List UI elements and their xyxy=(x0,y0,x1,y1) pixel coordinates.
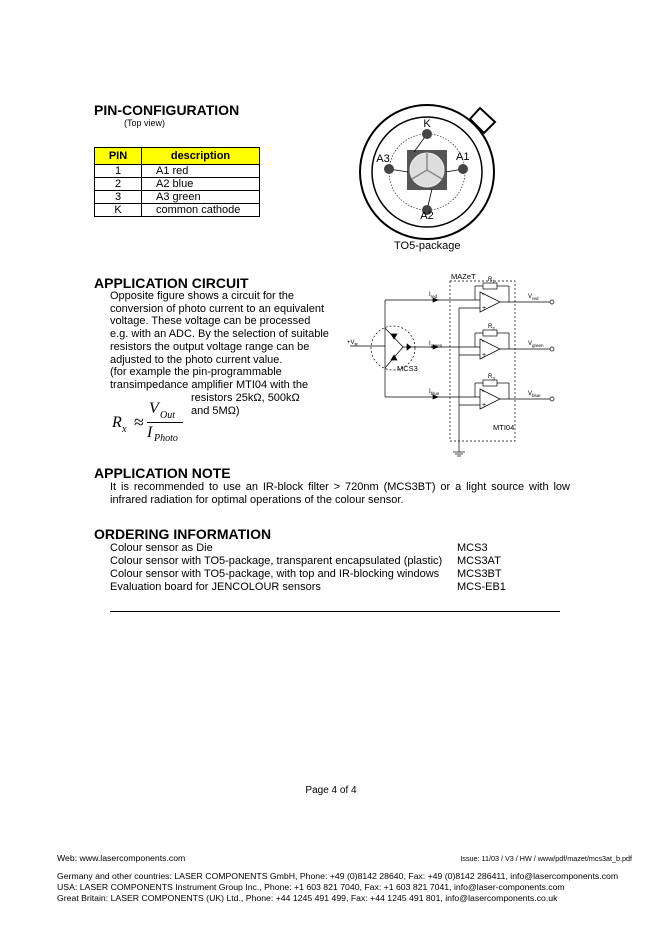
ordering-code: MCS-EB1 xyxy=(457,581,506,593)
output-label-blue xyxy=(528,391,541,398)
transimpedance-formula xyxy=(112,400,192,450)
top-view-note: (Top view) xyxy=(124,118,166,128)
r1-sub: 1 xyxy=(492,279,495,284)
formula-i: I xyxy=(147,424,153,441)
pin-label-a2: A2 xyxy=(420,210,434,222)
output-red-main: V xyxy=(528,294,533,300)
mcs3-label: MCS3 xyxy=(397,364,418,373)
r3-main: R xyxy=(488,374,493,380)
pin-label-a3: A3 xyxy=(376,153,390,165)
pin-cell: 1 xyxy=(95,165,142,178)
table-row xyxy=(95,165,260,178)
pin-cell: 3 xyxy=(95,191,142,204)
resistor-label-r1 xyxy=(488,277,495,284)
mti04-label: MTI04 xyxy=(493,423,515,432)
pin-table xyxy=(94,147,260,217)
pin-a1 xyxy=(458,164,468,174)
input-green-main: I xyxy=(429,341,431,347)
output-blue-main: V xyxy=(528,391,533,397)
output-green-main: V xyxy=(528,341,533,347)
pin-k xyxy=(422,129,432,139)
text-line: and 5MΩ) xyxy=(191,404,240,417)
formula-r: R xyxy=(112,414,122,431)
pin-a3 xyxy=(384,164,394,174)
footer-web: Web: www.lasercomponents.com xyxy=(57,853,186,863)
input-blue-sub: blue xyxy=(430,391,440,396)
application-note-title: APPLICATION NOTE xyxy=(94,465,231,481)
ordering-row xyxy=(110,581,570,594)
description-header: description xyxy=(142,148,260,165)
resistor-r2 xyxy=(483,330,497,336)
photodiode-green xyxy=(407,344,411,350)
opamp-plus-1: + xyxy=(482,305,487,312)
table-row xyxy=(95,204,260,217)
r3-sub: 3 xyxy=(492,376,495,381)
text-line: Opposite figure shows a circuit for the xyxy=(110,290,295,302)
text-line: adjusted to the photo current value. xyxy=(110,353,283,366)
ordering-desc: Colour sensor as Die xyxy=(110,542,213,554)
section-divider xyxy=(110,611,560,612)
output-red-sub: red xyxy=(532,296,539,301)
ordering-row xyxy=(110,568,570,581)
text-line: resistors 25kΩ, 500kΩ xyxy=(191,392,300,404)
application-note-text xyxy=(110,481,570,506)
application-circuit-text xyxy=(110,290,350,392)
ordering-desc: Colour sensor with TO5-package, with top and IR-blocking windows xyxy=(110,568,440,580)
note-line: infrared radiation for optimal operations of the colour sensor. xyxy=(110,493,404,506)
ordering-code: MCS3 xyxy=(457,542,488,554)
pin-table-header xyxy=(95,148,260,165)
text-line: (for example the pin-programmable xyxy=(110,366,282,379)
formula-v-sub: Out xyxy=(160,410,175,421)
resistor-values xyxy=(191,392,300,417)
desc-cell: A1 red xyxy=(142,165,260,178)
opamp-minus-2: - xyxy=(482,336,485,345)
pin-cell: 2 xyxy=(95,178,142,191)
photodiode-blue xyxy=(391,355,397,360)
pin-label-a1: A1 xyxy=(456,151,470,163)
input-red-sub: red xyxy=(430,294,438,299)
ordering-row xyxy=(110,555,570,568)
output-label-red xyxy=(528,294,539,301)
resistor-label-r3 xyxy=(488,374,495,381)
ordering-row xyxy=(110,542,570,555)
ordering-desc: Colour sensor with TO5-package, transparent encapsulated (plastic) xyxy=(110,555,443,567)
resistor-label-r2 xyxy=(488,324,495,331)
text-line: voltage. These voltage can be processed xyxy=(110,315,311,328)
input-label-red xyxy=(429,292,438,299)
page-number: Page 4 of 4 xyxy=(305,785,357,796)
input-blue-main: I xyxy=(429,389,431,395)
r2-sub: 2 xyxy=(492,326,495,331)
output-blue-sub: blue xyxy=(532,393,541,398)
pin-label-k: K xyxy=(423,118,431,130)
footer-line: Great Britain: LASER COMPONENTS (UK) Ltd., Phone: +44 1245 491 499, Fax: +44 1245 491 801, info@lasercomponents.co.uk xyxy=(57,893,558,903)
opamp-minus-3: - xyxy=(482,386,485,395)
application-circuit-title: APPLICATION CIRCUIT xyxy=(94,275,249,291)
opamp-plus-2: + xyxy=(482,352,487,359)
resistor-r1 xyxy=(483,283,497,289)
pin-header: PIN xyxy=(95,148,142,165)
pin-cell: K xyxy=(95,204,142,217)
ordering-code: MCS3BT xyxy=(457,568,502,580)
formula-approx: ≈ xyxy=(134,412,144,432)
ordering-code: MCS3AT xyxy=(457,555,501,567)
footer-issue: Issue: 11/03 / V3 / HW / www/pdf/mazet/mcs3at_b.pdf xyxy=(460,854,632,863)
to5-package-diagram xyxy=(350,100,510,260)
desc-cell: common cathode xyxy=(142,204,260,217)
supply-main: +V xyxy=(347,340,355,346)
text-line: conversion of photo current to an equivalent xyxy=(110,302,325,315)
text-line: e.g. with an ADC. By the selection of suitable xyxy=(110,328,329,341)
supply-sub: R xyxy=(354,342,358,347)
pin-configuration-title: PIN-CONFIGURATION xyxy=(94,102,240,118)
footer-line: Germany and other countries: LASER COMPONENTS GmbH, Phone: +49 (0)8142 28640, Fax: +49 (0)8142 286411, info@lasercomponents.com xyxy=(57,871,619,881)
desc-cell: A3 green xyxy=(142,191,260,204)
formula-i-sub: Photo xyxy=(154,433,178,444)
input-green-sub: green xyxy=(430,343,443,348)
opamp-minus-1: - xyxy=(482,289,485,298)
formula-fraction-bar xyxy=(147,422,183,423)
formula-v: V xyxy=(149,400,159,417)
input-label-green xyxy=(429,341,443,348)
text-line: resistors the output voltage range can be xyxy=(110,340,310,353)
table-row xyxy=(95,178,260,191)
ordering-desc: Evaluation board for JENCOLOUR sensors xyxy=(110,581,321,593)
input-label-blue xyxy=(429,389,440,396)
footer-line: USA: LASER COMPONENTS Instrument Group Inc., Phone: +1 603 821 7040, Fax: +1 603 821 7041, info@laser-components.com xyxy=(57,882,565,892)
footer-addresses xyxy=(57,871,657,904)
application-circuit-diagram xyxy=(345,268,560,460)
input-red-main: I xyxy=(429,292,431,298)
output-label-green xyxy=(528,341,544,348)
text-line: transimpedance amplifier MTI04 with the xyxy=(110,378,309,391)
r2-main: R xyxy=(488,324,493,330)
note-line: It is recommended to use an IR-block filter > 720nm (MCS3BT) or a light source with low xyxy=(110,481,570,493)
photodiode-red xyxy=(391,334,397,339)
mazet-label: MAZeT xyxy=(451,272,476,281)
r1-main: R xyxy=(488,277,493,283)
resistor-r3 xyxy=(483,380,497,386)
output-green-sub: green xyxy=(532,343,544,348)
supply-label xyxy=(347,340,359,347)
formula-r-sub: x xyxy=(122,424,127,435)
ordering-title: ORDERING INFORMATION xyxy=(94,526,272,542)
desc-cell: A2 blue xyxy=(142,178,260,191)
opamp-plus-3: + xyxy=(482,402,487,409)
package-caption: TO5-package xyxy=(394,240,461,252)
table-row xyxy=(95,191,260,204)
